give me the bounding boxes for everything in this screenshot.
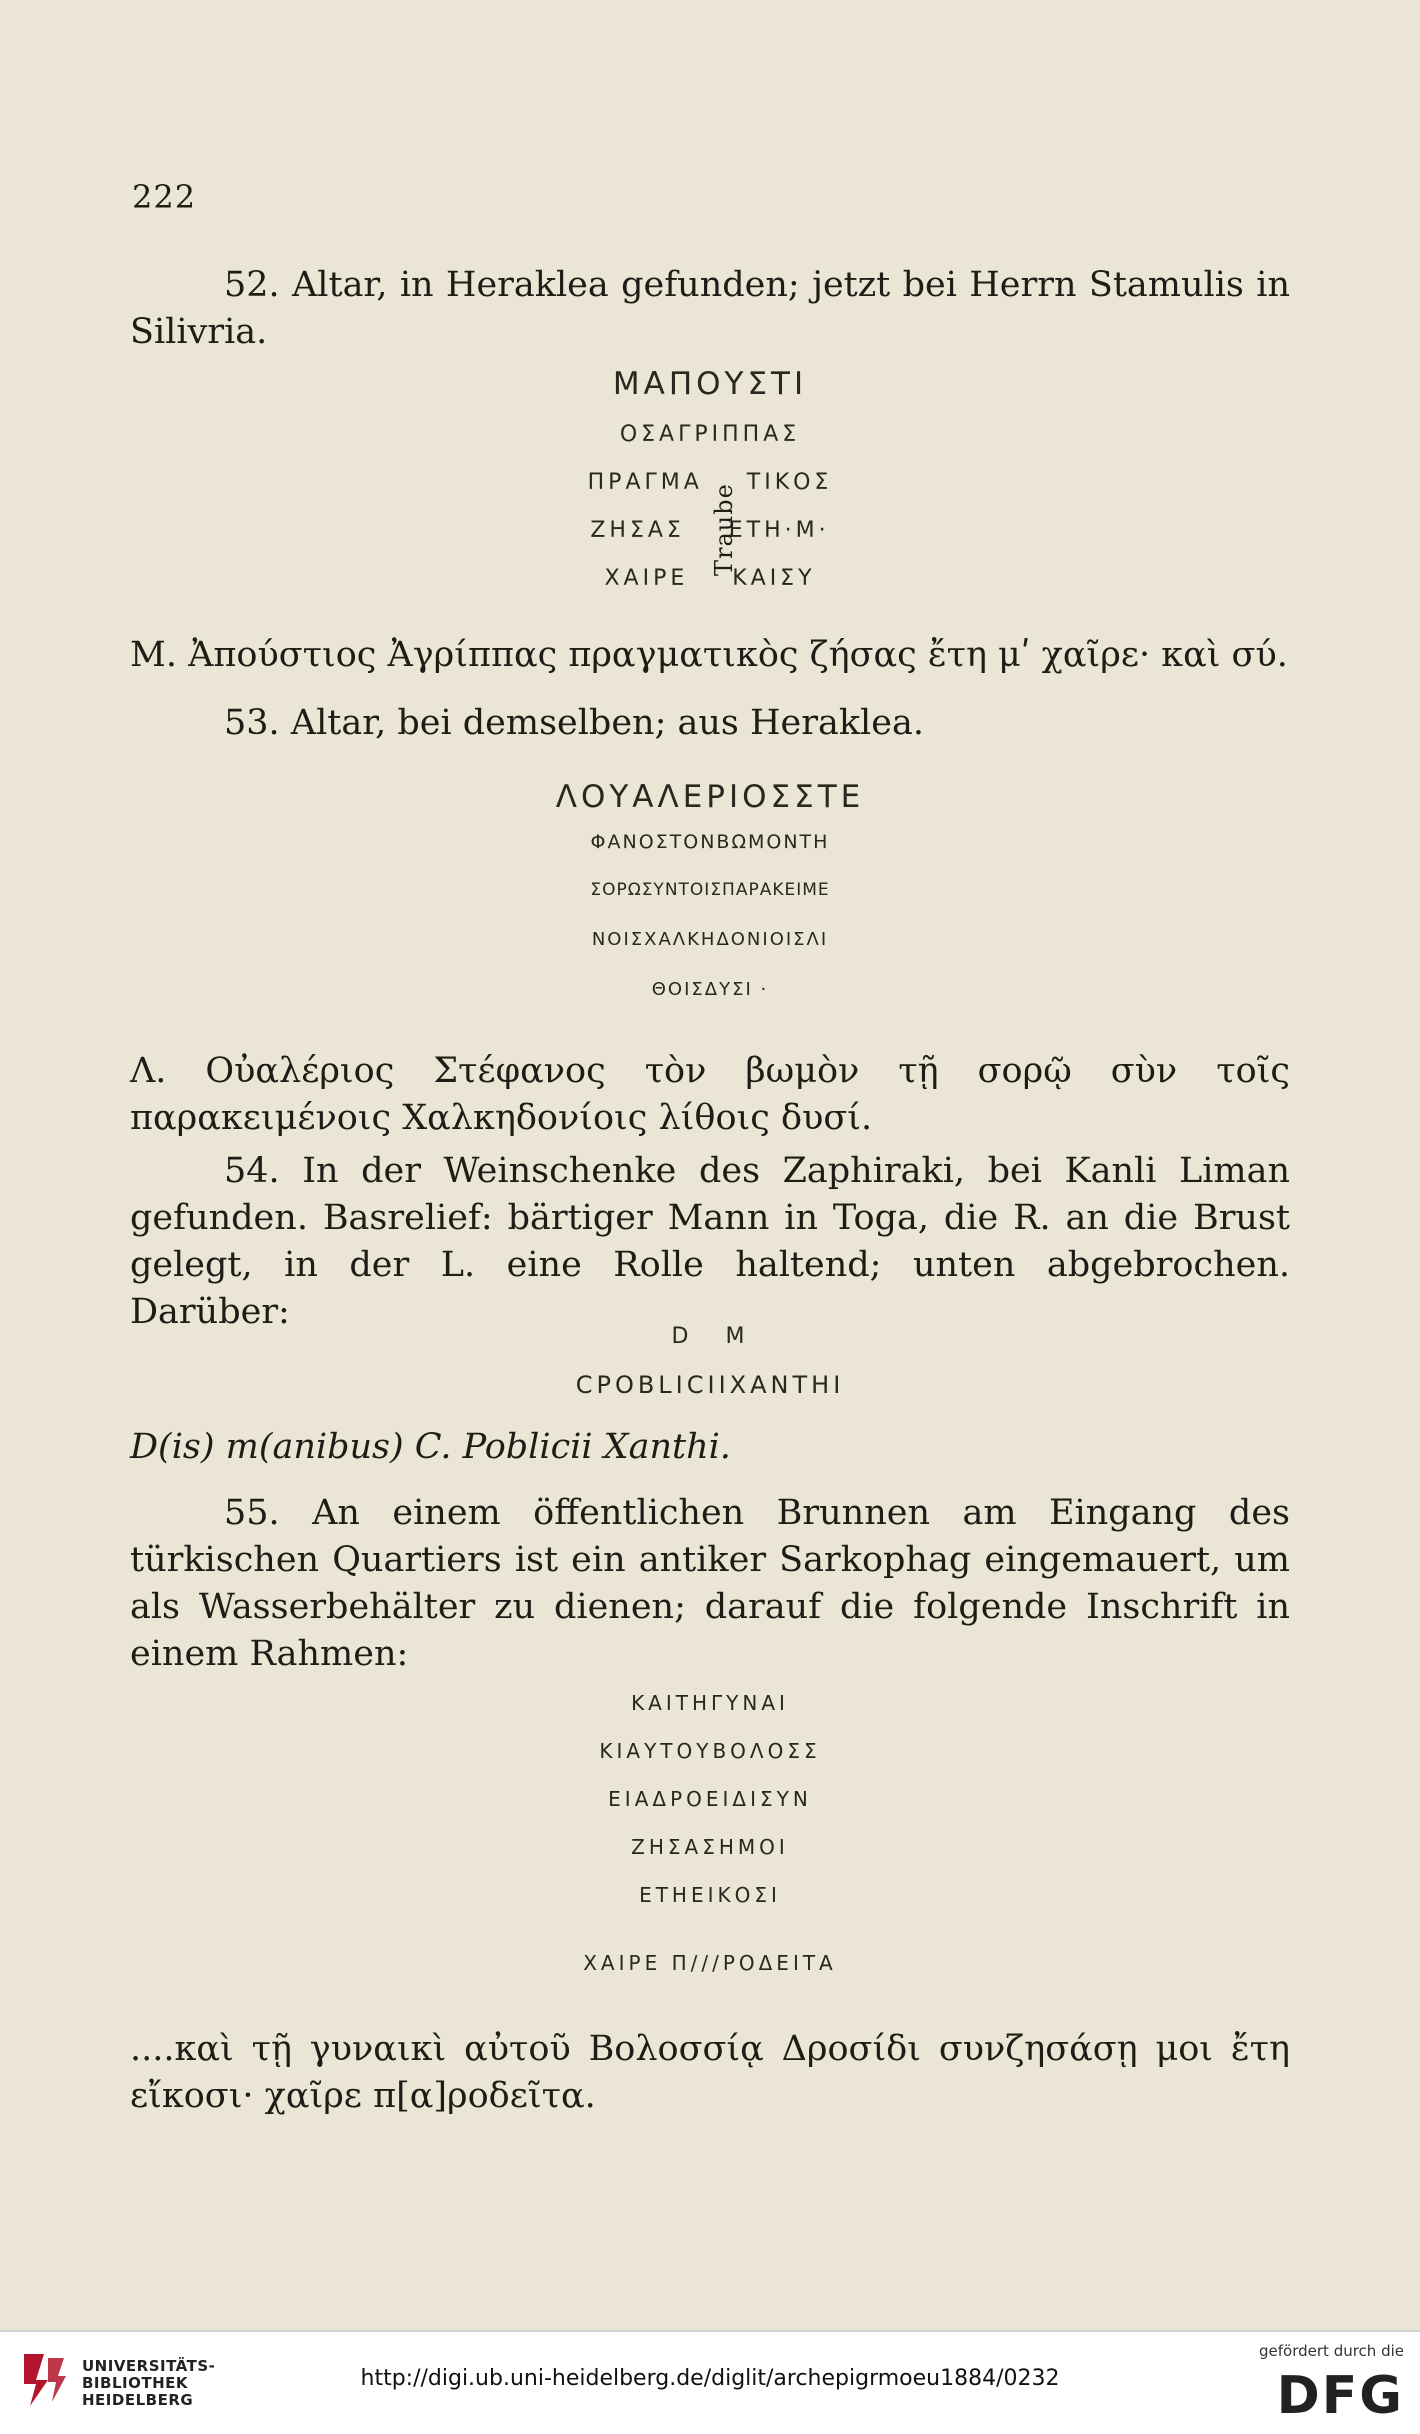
section-52-transcription: Μ. Ἀπούστιος Ἀγρίππας πραγματικὸς ζήσας ἔτη μʹ χαῖρε· καὶ σύ.: [130, 635, 1288, 675]
funded-by-caption: gefördert durch die: [1259, 2342, 1404, 2360]
inscription-53-line-4: ΝΟΙΣΧΑΛΚΗΔΟΝΙΟΙΣΛΙ: [591, 929, 829, 950]
inscription-52-line-4: ΖΗΣΑΣ ΕΤΗ·Μ·: [590, 518, 830, 543]
library-name-line-1: UNIVERSITÄTS-: [82, 2357, 216, 2375]
section-55-transcription: ....καὶ τῇ γυναικὶ αὐτοῦ Βολοσσίᾳ Δροσίδι συνζησάσῃ μοι ἔτη εἴκοσι· χαῖρε π[α]ροδεῖτα.: [130, 2029, 1290, 2116]
inscription-55-line-3: ΕΙΑΔΡΟΕΙΔΙΣΥΝ: [608, 1787, 812, 1811]
inscription-55-line-1: ΚΑΙΤΗΓΥΝΑΙ: [631, 1691, 789, 1715]
university-library-name: [82, 2358, 215, 2409]
inscription-53-line-5: ΘΟΙΣΔΥΣΙ ·: [651, 979, 769, 1000]
inscription-53-line-1: ΛΟΥΑΛΕΡΙΟΣΣΤΕ: [555, 779, 865, 815]
inscription-54-line-2: CPOBLICIIXANTHI: [575, 1371, 845, 1399]
page-number: 222: [132, 178, 197, 216]
inscription-52-line-2: ΟΣΑΓΡΙΠΠΑΣ: [619, 422, 801, 447]
inscription-53-line-3: ΣΟΡΩΣΥΝΤΟΙΣΠΑΡΑΚΕΙΜΕ: [590, 880, 830, 900]
section-52-text: 52. Altar, in Heraklea gefunden; jetzt bei Herrn Stamulis in Silivria.: [130, 265, 1290, 352]
inscription-55-line-6: ΧΑΙΡΕ Π///ΡΟΔΕΙΤΑ: [583, 1951, 837, 1975]
inscription-53-line-2: ΦΑΝΟΣΤΟΝΒΩΜΟΝΤΗ: [590, 831, 830, 853]
section-54-transcription: D(is) m(anibus) C. Poblicii Xanthi.: [130, 1427, 731, 1467]
library-name-line-2: BIBLIOTHEK: [82, 2374, 188, 2392]
inscription-52-line-5: ΧΑΙΡΕ ΚΑΙΣΥ: [604, 566, 816, 591]
inscription-52-line-1: ΜΑΠΟΥΣΤΙ: [612, 366, 808, 402]
library-name-line-3: HEIDELBERG: [82, 2391, 194, 2409]
traube-vertical-label: Traube: [710, 483, 738, 577]
dfg-logo: DFG: [1276, 2366, 1404, 2426]
section-54-text: 54. In der Weinschenke des Zaphiraki, bei Kanli Liman gefunden. Basrelief: bärtiger Mann in Toga, die R. an die Brust gelegt, in der L. eine Rolle haltend; unten abgebrochen. Darüber:: [130, 1151, 1290, 1332]
inscription-54-line-1: D M: [671, 1324, 749, 1349]
university-library-logo-icon: [18, 2350, 70, 2410]
inscription-55-line-5: ΕΤΗΕΙΚΟΣΙ: [639, 1883, 781, 1907]
inscription-52-line-3: ΠΡΑΓΜΑ ΤΙΚΟΣ: [587, 470, 833, 495]
inscription-55-line-2: ΚΙΑΥΤΟΥΒΟΛΟΣΣ: [599, 1739, 821, 1763]
inscription-55-line-4: ΖΗΣΑΣΗΜΟΙ: [631, 1835, 789, 1859]
section-55-text: 55. An einem öffentlichen Brunnen am Eingang des türkischen Quartiers ist ein antiker Sarkophag eingemauert, um als Wasserbehälter zu dienen; darauf die folgende Inschrift in einem Rahmen:: [130, 1493, 1290, 1674]
section-53-transcription: Λ. Οὐαλέριος Στέφανος τὸν βωμὸν τῇ σορῷ σὺν τοῖς παρακειμένοις Χαλκηδονίοις λίθοις δυσί.: [130, 1051, 1290, 1138]
source-url-link[interactable]: http://digi.ub.uni-heidelberg.de/diglit/archepigrmoeu1884/0232: [360, 2366, 1060, 2391]
footer-bar: [0, 2330, 1420, 2434]
section-53-text: 53. Altar, bei demselben; aus Heraklea.: [224, 703, 924, 743]
